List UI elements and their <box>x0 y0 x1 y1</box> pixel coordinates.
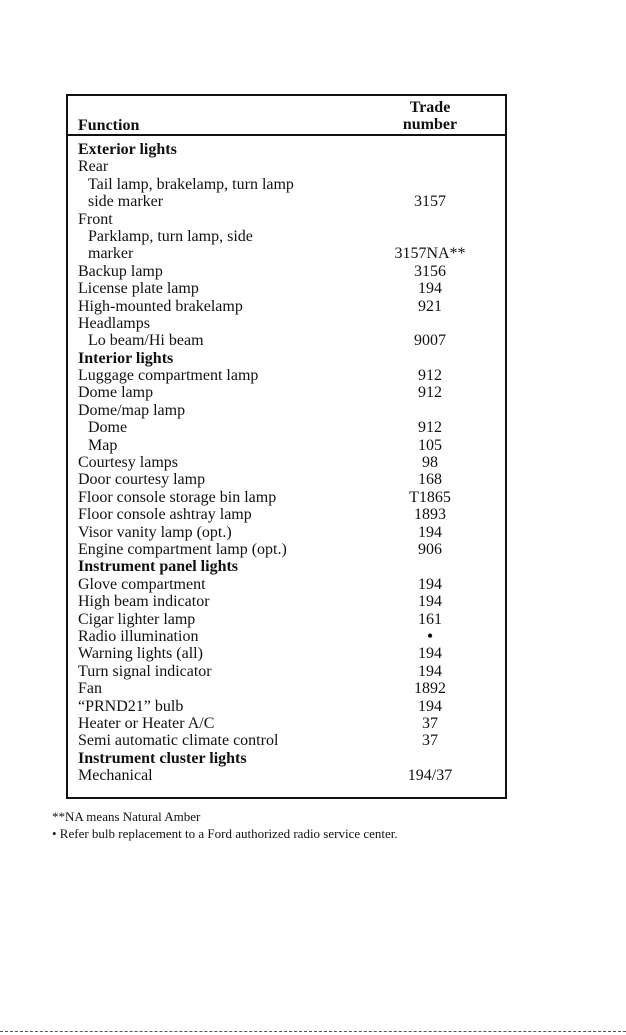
table-row <box>68 176 505 193</box>
table-row <box>68 628 505 645</box>
function-cell: Visor vanity lamp (opt.) <box>78 523 232 541</box>
trade-number-cell: 194 <box>418 662 442 680</box>
function-cell: License plate lamp <box>78 280 199 298</box>
function-cell: Semi automatic climate control <box>78 732 279 750</box>
function-cell: Headlamps <box>78 314 150 332</box>
trade-number-cell: 98 <box>422 454 438 472</box>
table-row <box>68 471 505 488</box>
function-cell: Luggage compartment lamp <box>78 367 259 385</box>
trade-number-cell: 1893 <box>414 506 446 524</box>
trade-header-line-1: Trade <box>409 99 451 116</box>
function-cell: Rear <box>78 158 109 176</box>
function-cell: High-mounted brakelamp <box>78 297 243 315</box>
table-row <box>68 263 505 280</box>
function-cell: Courtesy lamps <box>78 454 178 472</box>
footnotes <box>52 808 398 842</box>
table-row <box>68 298 505 315</box>
table-row <box>68 593 505 610</box>
table-row <box>68 193 505 210</box>
function-cell: Engine compartment lamp (opt.) <box>78 540 287 558</box>
trade-number-cell: 3157 <box>414 193 446 211</box>
trade-number-cell: 161 <box>418 610 442 628</box>
table-row <box>68 576 505 593</box>
trade-number-cell: 3157NA** <box>394 245 466 263</box>
trade-number-cell: 194/37 <box>407 767 453 785</box>
function-cell: Dome lamp <box>78 384 154 402</box>
trade-number-cell: 194 <box>418 280 442 298</box>
section-heading-row <box>68 750 505 767</box>
table-row <box>68 611 505 628</box>
trade-number-cell: 1892 <box>414 680 446 698</box>
table-row <box>68 524 505 541</box>
section-heading-row <box>68 141 505 158</box>
trade-number-cell: 194 <box>418 593 442 611</box>
function-cell: Dome <box>88 419 128 437</box>
table-row <box>68 663 505 680</box>
table-row <box>68 402 505 419</box>
table-row <box>68 315 505 332</box>
table-row <box>68 245 505 262</box>
trade-number-cell: 37 <box>422 732 438 750</box>
footnote-natural-amber: **NA means Natural Amber <box>52 809 201 824</box>
function-cell: Floor console ashtray lamp <box>78 506 252 524</box>
trade-number-cell: 912 <box>418 419 442 437</box>
table-row <box>68 228 505 245</box>
function-cell: marker <box>88 245 134 263</box>
trade-number-cell: 9007 <box>414 332 446 350</box>
function-cell: Glove compartment <box>78 575 206 593</box>
section-heading-row <box>68 558 505 575</box>
bulb-specification-table <box>66 94 507 799</box>
table-row <box>68 384 505 401</box>
table-row <box>68 506 505 523</box>
footnote-radio-service: • Refer bulb replacement to a Ford authorized radio service center. <box>52 826 398 841</box>
function-cell: Door courtesy lamp <box>78 471 206 489</box>
function-cell: “PRND21” bulb <box>78 697 184 715</box>
function-cell: Cigar lighter lamp <box>78 610 196 628</box>
trade-number-cell: 912 <box>418 384 442 402</box>
function-cell: High beam indicator <box>78 593 210 611</box>
function-cell: Floor console storage bin lamp <box>78 488 277 506</box>
table-row <box>68 367 505 384</box>
table-row <box>68 698 505 715</box>
trade-number-cell: 906 <box>418 540 442 558</box>
section-heading: Interior lights <box>78 349 174 367</box>
trade-number-cell: 194 <box>418 523 442 541</box>
function-cell: Map <box>88 436 118 454</box>
section-heading: Exterior lights <box>78 141 177 158</box>
function-cell: Heater or Heater A/C <box>78 714 215 732</box>
table-header <box>68 96 505 136</box>
trade-number-cell: 194 <box>418 645 442 663</box>
function-cell: Parklamp, turn lamp, side <box>88 227 253 245</box>
table-row <box>68 715 505 732</box>
trade-number-cell: 105 <box>418 436 442 454</box>
table-row <box>68 280 505 297</box>
function-cell: Lo beam/Hi beam <box>88 332 204 350</box>
table-row <box>68 158 505 175</box>
function-cell: Fan <box>78 680 102 698</box>
function-cell: Front <box>78 210 113 228</box>
trade-number-cell: 912 <box>418 367 442 385</box>
table-row <box>68 332 505 349</box>
section-heading: Instrument cluster lights <box>78 749 247 767</box>
trade-number-cell: T1865 <box>409 488 451 506</box>
table-row <box>68 437 505 454</box>
section-heading-row <box>68 350 505 367</box>
table-row <box>68 211 505 228</box>
trade-number-cell: 194 <box>418 575 442 593</box>
function-cell: side marker <box>88 193 164 211</box>
column-header-function: Function <box>78 117 140 134</box>
table-row <box>68 680 505 697</box>
function-cell: Radio illumination <box>78 627 199 645</box>
function-cell: Mechanical <box>78 767 153 785</box>
table-row <box>68 767 505 784</box>
function-cell: Dome/map lamp <box>78 401 186 419</box>
page-bottom-divider <box>0 1031 626 1032</box>
table-row <box>68 732 505 749</box>
trade-number-cell: • <box>427 627 433 645</box>
table-row <box>68 541 505 558</box>
trade-number-cell: 168 <box>418 471 442 489</box>
function-cell: Backup lamp <box>78 262 163 280</box>
table-row <box>68 419 505 436</box>
table-body <box>68 141 505 784</box>
function-cell: Tail lamp, brakelamp, turn lamp <box>88 175 294 193</box>
trade-header-line-2: number <box>402 116 458 133</box>
function-cell: Warning lights (all) <box>78 645 203 663</box>
trade-number-cell: 194 <box>418 697 442 715</box>
section-heading: Instrument panel lights <box>78 558 239 576</box>
trade-number-cell: 921 <box>418 297 442 315</box>
trade-number-cell: 37 <box>422 714 438 732</box>
function-cell: Turn signal indicator <box>78 662 212 680</box>
table-row <box>68 645 505 662</box>
table-row <box>68 454 505 471</box>
trade-number-cell: 3156 <box>414 262 446 280</box>
table-row <box>68 489 505 506</box>
column-header-trade-number <box>385 99 475 133</box>
